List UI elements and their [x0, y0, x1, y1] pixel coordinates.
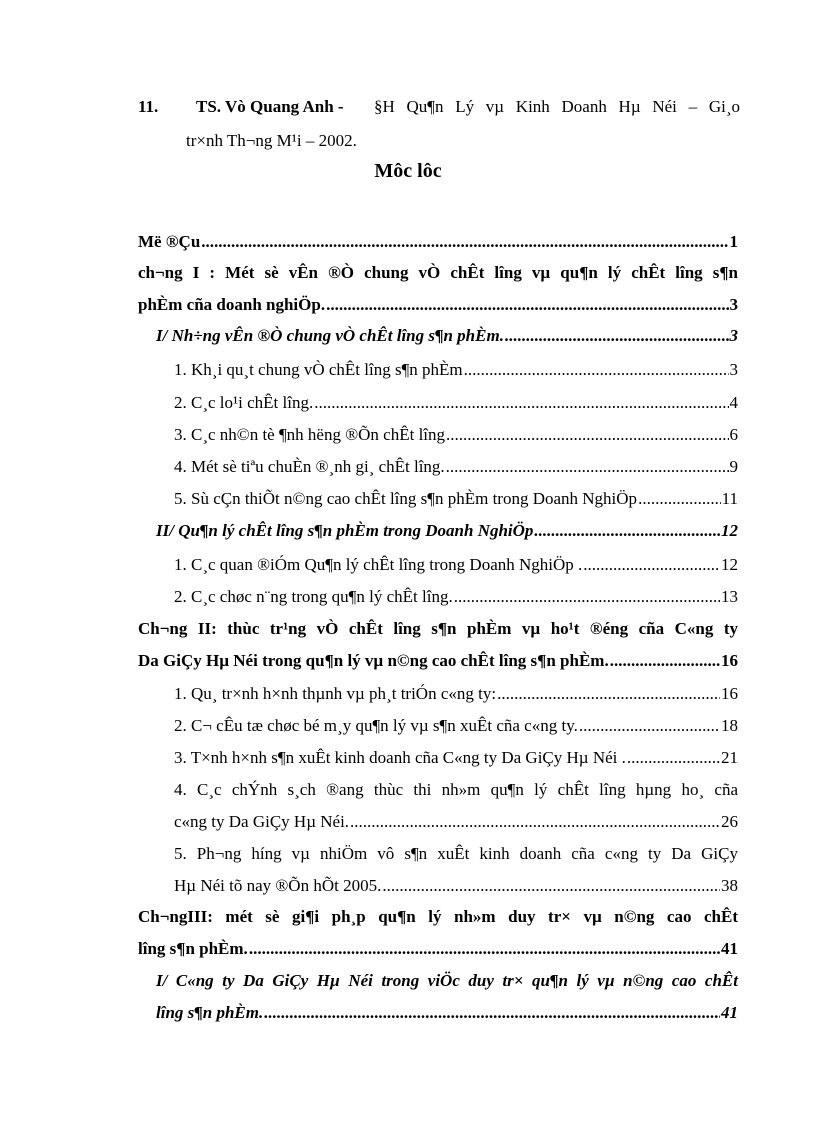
toc-entry-page: 26 — [721, 812, 738, 831]
toc-entry — [174, 747, 738, 769]
toc-entry-text: phÈm cña doanh nghiÖp. — [138, 295, 326, 314]
toc-entry — [138, 231, 738, 253]
reference-number: 11. — [138, 97, 159, 116]
toc-leader — [350, 811, 720, 833]
toc-entry — [174, 586, 738, 608]
toc-leader — [264, 1002, 720, 1024]
toc-entry-text: 5. Sù cÇn thiÕt n©ng cao chÊt lîng s¶n phÈm trong Doanh NghiÖp — [174, 489, 638, 508]
reference-author: TS. Vò Quang Anh - — [196, 97, 344, 116]
toc-entry-page: 6 — [729, 425, 738, 444]
toc-entry-page: 12 — [721, 555, 738, 574]
toc-entry — [174, 875, 738, 897]
toc-entry-page: 4 — [729, 393, 738, 412]
toc-title: Môc lôc — [374, 160, 442, 182]
toc-entry — [174, 392, 738, 414]
toc-entry — [138, 938, 738, 960]
toc-entry-page: 3 — [729, 326, 738, 345]
reference-text-line2: tr×nh Th¬ng M¹i – 2002. — [186, 131, 357, 150]
toc-leader — [446, 424, 728, 446]
toc-entry — [174, 456, 738, 478]
toc-entry — [138, 294, 738, 316]
toc-leader — [583, 554, 720, 576]
toc-entry — [174, 488, 738, 510]
toc-entry — [156, 520, 738, 542]
toc-entry — [138, 650, 738, 672]
toc-entry-text: 1. Kh¸i qu¸t chung vÒ chÊt lîng s¶n phÈm — [174, 360, 463, 379]
toc-leader — [638, 488, 721, 510]
toc-entry-page: 9 — [729, 457, 738, 476]
toc-leader — [314, 392, 728, 414]
toc-entry-text: 1. Qu¸ tr×nh h×nh thµnh vµ ph¸t triÓn c«ng ty: — [174, 684, 497, 703]
toc-entry-page: 16 — [721, 684, 738, 703]
toc-entry-text: 2. C¬ cÊu tæ chøc bé m¸y qu¶n lý vµ s¶n xuÊt cña c«ng ty. — [174, 716, 578, 735]
toc-entry-page: 41 — [721, 939, 738, 958]
toc-leader — [446, 456, 729, 478]
toc-entry-page: 3 — [729, 295, 738, 314]
toc-entry-text: Da GiÇy Hµ Néi trong qu¶n lý vµ n©ng cao chÊt lîng s¶n phÈm. — [138, 651, 609, 670]
toc-entry-text: Hµ Néi tõ nay ®Õn hÕt 2005. — [174, 876, 382, 895]
toc-entry-text: 3. T×nh h×nh s¶n xuÊt kinh doanh cña C«ng ty Da GiÇy Hµ Néi . — [174, 748, 626, 767]
toc-entry-page: 18 — [721, 716, 738, 735]
toc-leader — [610, 650, 720, 672]
toc-entry — [174, 811, 738, 833]
toc-entry-text: 1. C¸c quan ®iÓm Qu¶n lý chÊt lîng trong Doanh NghiÖp . — [174, 555, 583, 574]
toc-leader — [454, 586, 720, 608]
toc-entry-text: 4. Mét sè tiªu chuÈn ®¸nh gi¸ chÊt lîng. — [174, 457, 445, 476]
toc-leader — [505, 325, 729, 347]
reference-text: §H Qu¶n Lý vµ Kinh Doanh Hµ Néi – Gi¸o — [374, 97, 740, 116]
toc-entry-text: c«ng ty Da GiÇy Hµ Néi. — [174, 812, 350, 831]
toc-entry-page: 1 — [729, 232, 738, 251]
toc-entry — [174, 554, 738, 576]
toc-entry — [174, 359, 738, 381]
toc-entry-line1: Ch¬ngIII: mét sè gi¶i ph¸p qu¶n lý nh»m duy tr× vµ n©ng cao chÊt — [138, 907, 738, 926]
toc-entry-line1: Ch¬ng II: thùc tr¹ng vÒ chÊt lîng s¶n phÈm vµ ho¹t ®éng cña C«ng ty — [138, 619, 738, 638]
toc-entry-page: 38 — [721, 876, 738, 895]
toc-entry-line1: ch¬ng I : Mét sè vÊn ®Ò chung vÒ chÊt lîng vµ qu¶n lý chÊt lîng s¶n — [138, 263, 738, 282]
toc-entry-text: lîng s¶n phÈm. — [138, 939, 248, 958]
toc-entry-line1: 5. Ph¬ng híng vµ nhiÖm vô s¶n xuÊt kinh doanh cña c«ng ty Da GiÇy — [174, 844, 738, 863]
toc-entry-line1: I/ C«ng ty Da GiÇy Hµ Néi trong viÖc duy tr× qu¶n lý vµ n©ng cao chÊt — [156, 971, 738, 990]
toc-leader — [497, 683, 720, 705]
toc-entry-page: 13 — [721, 587, 738, 606]
toc-entry — [174, 424, 738, 446]
toc-entry-page: 16 — [721, 651, 738, 670]
toc-entry-text: 3. C¸c nh©n tè ¶nh hëng ®Õn chÊt lîng — [174, 425, 446, 444]
toc-leader — [579, 715, 720, 737]
toc-entry-page: 21 — [721, 748, 738, 767]
toc-entry — [174, 715, 738, 737]
toc-entry-page: 41 — [721, 1003, 738, 1022]
toc-leader — [382, 875, 720, 897]
toc-leader — [201, 231, 728, 253]
toc-entry-page: 11 — [721, 489, 738, 508]
toc-entry-line1: 4. C¸c chÝnh s¸ch ®ang thùc thi nh»m qu¶n lý chÊt lîng hµng ho¸ cña — [174, 780, 738, 799]
toc-leader — [464, 359, 729, 381]
toc-entry — [174, 683, 738, 705]
toc-leader — [534, 520, 720, 542]
toc-entry-page: 3 — [729, 360, 738, 379]
toc-leader — [249, 938, 720, 960]
toc-entry-text: Më ®Çu — [138, 232, 201, 251]
toc-leader — [627, 747, 720, 769]
toc-entry-text: lîng s¶n phÈm. — [156, 1003, 264, 1022]
toc-entry-text: I/ Nh÷ng vÊn ®Ò chung vÒ chÊt lîng s¶n phÈm. — [156, 326, 504, 345]
toc-entry — [156, 325, 738, 347]
toc-entry-page: 12 — [721, 521, 738, 540]
toc-entry-text: II/ Qu¶n lý chÊt lîng s¶n phÈm trong Doanh NghiÖp — [156, 521, 534, 540]
toc-leader — [326, 294, 728, 316]
toc-entry-text: 2. C¸c chøc n¨ng trong qu¶n lý chÊt lîng. — [174, 587, 453, 606]
toc-entry-text: 2. C¸c lo¹i chÊt lîng. — [174, 393, 314, 412]
toc-entry — [156, 1002, 738, 1024]
